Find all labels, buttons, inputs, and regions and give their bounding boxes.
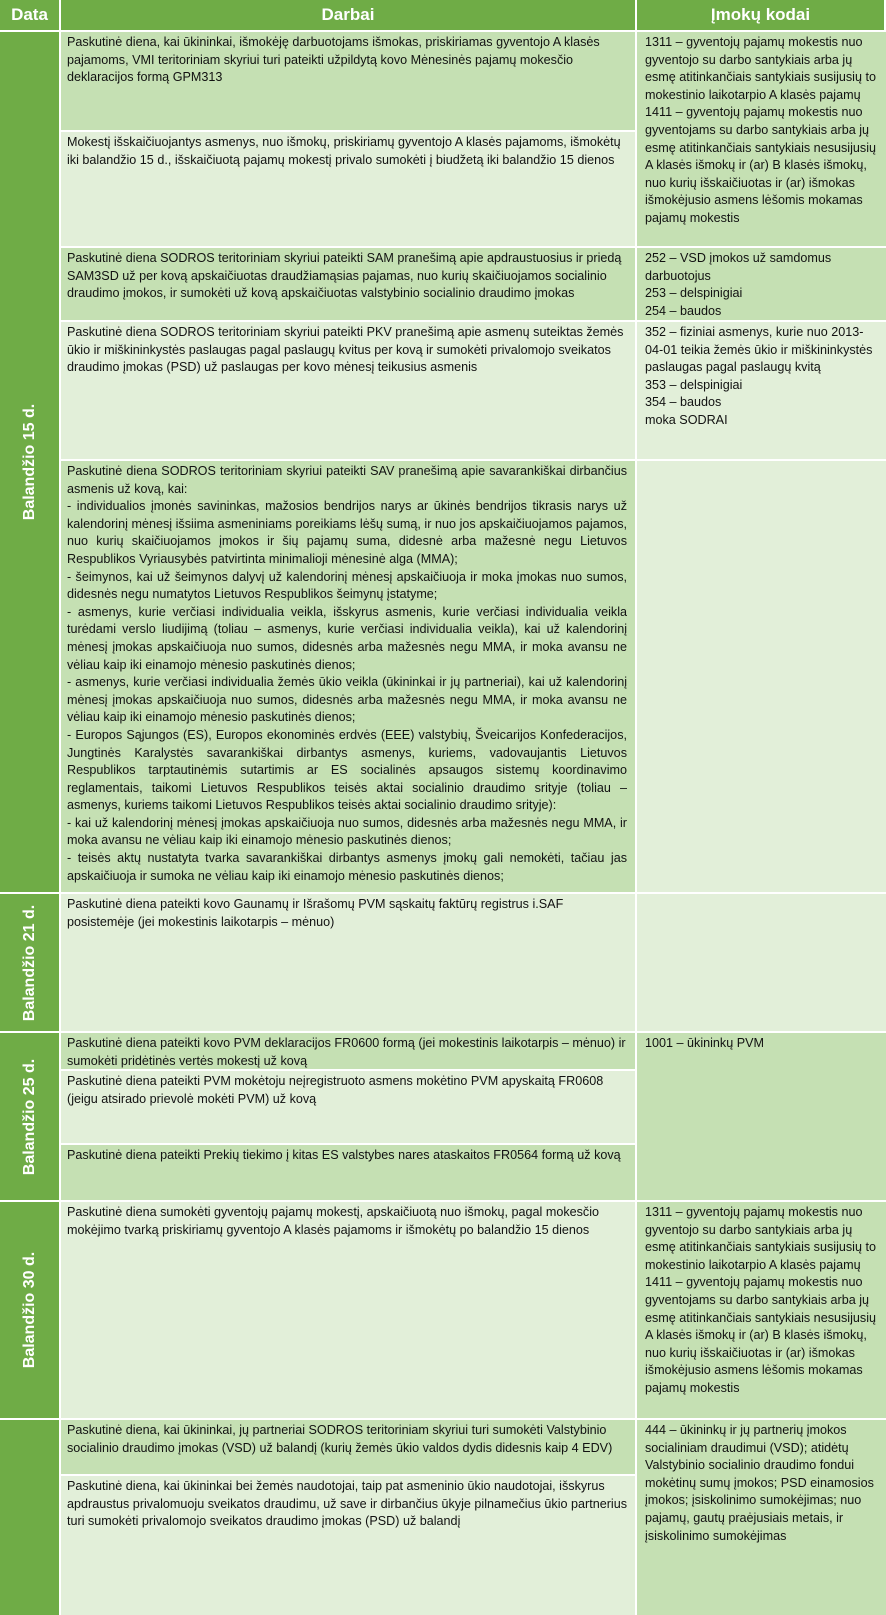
code-gpm: 1311 – gyventojų pajamų mokestis nuo gyventojo su darbo santykiais arba jų esmę atitinkančiais santykiais susijusių to mokestinio laikotarpio A klasės pajamų 1411 – gyventojų pajamų mokestis nuo gyventojams su darbo santykiais arba jų esmę atitinkančiais santykiais nesusijusių A klasės išmokų ir (ar) B klasės išmokų, nuo kurių išskaičiuotas ir (ar) išmokas išmokėjusio asmens lėšomis mokamas pajamų mokestis: [637, 32, 886, 248]
work-gpm-after15: Paskutinė diena sumokėti gyventojų pajamų mokestį, apskaičiuotą nuo išmokų, pagal mokesčio mokėjimo tvarką priskiriamų gyventojo A klasės pajamoms ir išmokėtų po balandžio 15 dienos: [61, 1202, 637, 1420]
work-sav: Paskutinė diena SODROS teritoriniam skyriui pateikti SAV pranešimą apie savarankiškai dirbančius asmenis už kovą, kai: - individualios įmonės savininkas, mažosios bendrijos narys ar ūkinės bendrijos tikrasis narys už kalendorinį mėnesį išsiima asmeniniams poreikiams lėšų sumą, ir nuo jos apskaičiuojamos pajamos, nuo kurių skaičiuojamos įmokos ir šių pajamų suma, didesnė arba mažesnė negu Lietuvos Respublikos Vyriausybės patvirtinta minimalioji mėnesinė alga (MMA); - šeimynos, kai už šeimynos dalyvį už kalendorinį mėnesį apskaičiuoja ir moka įmokas nuo sumos, didesnės negu numatytos Lietuvos Respublikos šeimynų įstatyme; - asmenys, kurie verčiasi individualia veikla, išskyrus asmenis, kurie verčiasi individualia veikla turėdami verslo liudijimą (toliau – asmenys, kurie verčiasi individualia veikla), kai už kalendorinį mėnesį įmokas apskaičiuoja nuo sumos, didesnės arba mažesnės negu MMA, ir moka avansu ne vėliau kaip iki einamojo mėnesio paskutinės dienos; - asmenys, kurie verčiasi individualia žemės ūkio veikla (ūkininkai ir jų partneriai), kai už kalendorinį mėnesį įmokas apskaičiuoja nuo sumos, didesnės arba mažesnės negu MMA, ir moka avansu ne vėliau kaip iki einamojo mėnesio paskutinės dienos; - Europos Sąjungos (ES), Europos ekonominės erdvės (EEE) valstybių, Šveicarijos Konfederacijos, Jungtinės Karalystės savarankiškai dirbantys asmenys, kuriems, vadovaujantis Lietuvos Respublikos tarptautinėmis sutartimis ar ES socialinės apsaugos sistemų koordinavimo reglamentais, taikomi Lietuvos Respublikos teisės aktai socialinio draudimo srityje (toliau – asmenys, kuriems taikomi Lietuvos Respublikos teisės aktai socialinio draudimo srityje): - kai už kalendorinį mėnesį įmokas apskaičiuoja nuo sumos, didesnės arba mažesnės negu MMA, ir moka avansu ne vėliau kaip iki einamojo mėnesio paskutinės dienos; - teisės aktų nustatyta tvarka savarankiškai dirbantys asmenys įmokų gali nemokėti, tačiau jas apskaičiuoja ir sumoka ne vėliau kaip iki einamojo mėnesio paskutinės dienos;: [61, 461, 637, 894]
date-cell-apr21: [0, 894, 61, 1033]
header-works: Darbai: [61, 0, 637, 32]
date-cell-apr15: [0, 32, 61, 894]
work-pkv: Paskutinė diena SODROS teritoriniam skyriui pateikti PKV pranešimą apie asmenų suteiktas žemės ūkio ir miškininkystės paslaugas pagal paslaugų kvitus per kovą ir sumokėti privalomojo sveikatos draudimo įmokas (PSD) už paslaugas per kovo mėnesį teikusius asmenis: [61, 322, 637, 461]
header-date: Data: [0, 0, 61, 32]
code-psd-kvitai: 352 – fiziniai asmenys, kurie nuo 2013-04-01 teikia žemės ūkio ir miškininkystės paslaugas pagal paslaugų kvitą 353 – delspinigiai 354 – baudos moka SODRAI: [637, 322, 886, 461]
code-vsd: 252 – VSD įmokos už samdomus darbuotojus 253 – delspinigiai 254 – baudos: [637, 248, 886, 322]
work-gpm313: Paskutinė diena, kai ūkininkai, išmokėję darbuotojams išmokas, priskiriamas gyventojo A klasės pajamoms, VMI teritoriniam skyriui turi pateikti užpildytą kovo Mėnesinės pajamų mokesčio deklaracijos formą GPM313: [61, 32, 637, 132]
header-codes: Įmokų kodai: [637, 0, 886, 32]
code-pvm: 1001 – ūkininkų PVM: [637, 1033, 886, 1202]
code-gpm-after15: 1311 – gyventojų pajamų mokestis nuo gyventojo su darbo santykiais arba jų esmę atitinkančiais santykiais susijusių to mokestinio laikotarpio A klasės pajamų 1411 – gyventojų pajamų mokestis nuo gyventojams su darbo santykiais arba jų esmę atitinkančiais santykiais nesusijusių A klasės išmokų ir (ar) B klasės išmokų, nuo kurių išskaičiuotas ir (ar) išmokas išmokėjusio asmens lėšomis mokamas pajamų mokestis: [637, 1202, 886, 1420]
work-fr0608: Paskutinė diena pateikti PVM mokėtoju neįregistruoto asmens mokėtino PVM apyskaitą FR0608 (jeigu atsirado prievolė mokėti PVM) už kovą: [61, 1071, 637, 1145]
code-farmers: 444 – ūkininkų ir jų partnerių įmokos socialiniam draudimui (VSD); atidėtų Valstybinio socialinio draudimo fondui mokėtinų sumų įmokos; PSD einamosios įmokos; įsiskolinimo sumokėjimas; nuo pajamų, gautų praėjusiais metais, ir įsiskolinimo sumokėjimas: [637, 1420, 886, 1615]
code-empty-sav: [637, 461, 886, 894]
date-cell-empty: [0, 1420, 61, 1615]
work-fr0600: Paskutinė diena pateikti kovo PVM deklaracijos FR0600 formą (jei mokestinis laikotarpis – mėnuo) ir sumokėti pridėtinės vertės mokestį už kovą: [61, 1033, 637, 1071]
code-empty-isaf: [637, 894, 886, 1033]
work-fr0564: Paskutinė diena pateikti Prekių tiekimo į kitas ES valstybes nares ataskaitos FR0564 formą už kovą: [61, 1145, 637, 1202]
date-label-apr15: Balandžio 15 d.: [20, 403, 38, 521]
date-label-apr25: Balandžio 25 d.: [20, 1058, 38, 1175]
work-gpm-payment: Mokestį išskaičiuojantys asmenys, nuo išmokų, priskiriamų gyventojo A klasės pajamoms, išmokėtų iki balandžio 15 d., išskaičiuotą pajamų mokestį privalo sumokėti į biudžetą iki balandžio 15 dienos: [61, 132, 637, 248]
work-psd-farmers: Paskutinė diena, kai ūkininkai bei žemės naudotojai, taip pat asmeninio ūkio naudotojai, išskyrus apdraustus privalomuoju sveikatos draudimu, už save ir dirbančius ūkyje pilnamečius ūkio partnerius turi sumokėti privalomojo sveikatos draudimo įmokas (PSD) už balandį: [61, 1476, 637, 1615]
work-vsd-farmers: Paskutinė diena, kai ūkininkai, jų partneriai SODROS teritoriniam skyriui turi sumokėti Valstybinio socialinio draudimo įmokas (VSD) už balandį (kurių žemės ūkio valdos dydis didesnis kaip 4 EDV): [61, 1420, 637, 1476]
date-cell-apr25: [0, 1033, 61, 1202]
date-label-apr30: Balandžio 30 d.: [20, 1251, 38, 1369]
date-label-apr21: Balandžio 21 d.: [20, 904, 38, 1021]
date-cell-apr30: [0, 1202, 61, 1420]
work-isaf: Paskutinė diena pateikti kovo Gaunamų ir Išrašomų PVM sąskaitų faktūrų registrus i.SAF posistemėje (jei mokestinis laikotarpis – mėnuo): [61, 894, 637, 1033]
work-sam: Paskutinė diena SODROS teritoriniam skyriui pateikti SAM pranešimą apie apdraustuosius ir priedą SAM3SD už per kovą apskaičiuotas draudžiamąsias pajamas, nuo kurių skaičiuojamos socialinio draudimo įmokos, ir sumokėti už kovą apskaičiuotas valstybinio socialinio draudimo įmokas: [61, 248, 637, 322]
